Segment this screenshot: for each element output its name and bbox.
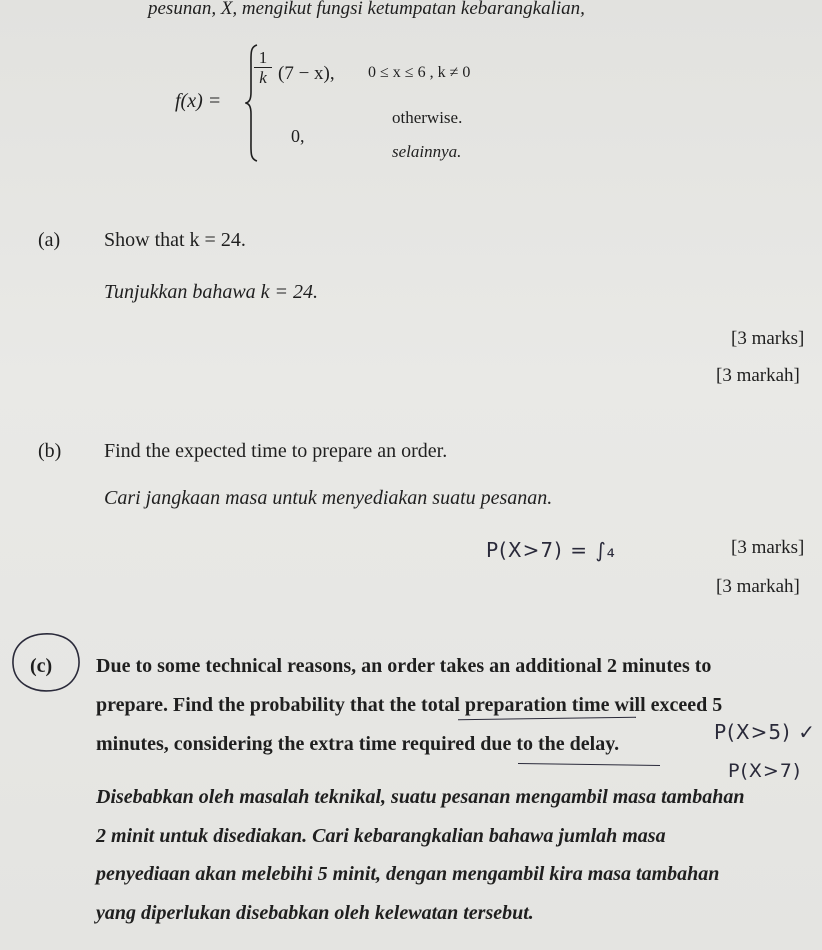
part-b-marks-ms: [3 markah] <box>716 576 800 597</box>
header-fragment: pesunan, X, mengikut fungsi ketumpatan kebarangkalian, <box>148 0 585 19</box>
part-c-question-en-line-1: Due to some technical reasons, an order takes an additional 2 minutes to <box>96 655 712 677</box>
part-b-question-en: Find the expected time to prepare an order. <box>104 440 448 462</box>
handwritten-underline <box>458 717 636 720</box>
part-c-label: (c) <box>30 655 53 677</box>
case2-condition-en: otherwise. <box>392 108 463 127</box>
part-c-question-ms-line-2: 2 minit untuk disediakan. Cari kebarangkalian bahawa jumlah masa <box>96 825 666 847</box>
part-b-marks-en: [3 marks] <box>731 537 805 558</box>
part-c-handwriting-2: P(X>7) <box>728 760 802 782</box>
part-c-question-en-line-2: prepare. Find the probability that the total preparation time will exceed 5 <box>96 694 723 716</box>
handwritten-underline <box>518 763 660 766</box>
part-a-label: (a) <box>38 229 61 251</box>
case1-expression: (7 − x), <box>278 63 335 84</box>
part-b-handwriting: P(X>7) = ∫₄ <box>486 538 616 562</box>
part-a-marks-en: [3 marks] <box>731 328 805 349</box>
fraction-numerator: 1 <box>254 48 272 68</box>
part-a-marks-ms: [3 markah] <box>716 365 800 386</box>
part-c-question-ms-line-3: penyediaan akan melebihi 5 minit, dengan mengambil kira masa tambahan <box>96 863 720 885</box>
case2-condition-ms: selainnya. <box>392 142 462 161</box>
fraction-denominator: k <box>259 68 267 87</box>
case2-value: 0, <box>291 126 305 146</box>
part-b-label: (b) <box>38 440 62 462</box>
case1-condition: 0 ≤ x ≤ 6 , k ≠ 0 <box>368 64 471 81</box>
part-c-handwriting-1: P(X>5) ✓ <box>714 720 816 744</box>
part-c-question-en-line-3: minutes, considering the extra time required due to the delay. <box>96 733 620 755</box>
fraction-1-over-k <box>254 48 272 87</box>
part-a-question-en: Show that k = 24. <box>104 229 246 251</box>
part-a-question-ms: Tunjukkan bahawa k = 24. <box>104 281 319 303</box>
function-lhs: f(x) = <box>175 90 222 112</box>
part-b-question-ms: Cari jangkaan masa untuk menyediakan suatu pesanan. <box>104 487 553 509</box>
part-c-question-ms-line-4: yang diperlukan disebabkan oleh kelewatan tersebut. <box>96 902 534 924</box>
part-c-question-ms-line-1: Disebabkan oleh masalah teknikal, suatu pesanan mengambil masa tambahan <box>96 786 745 808</box>
